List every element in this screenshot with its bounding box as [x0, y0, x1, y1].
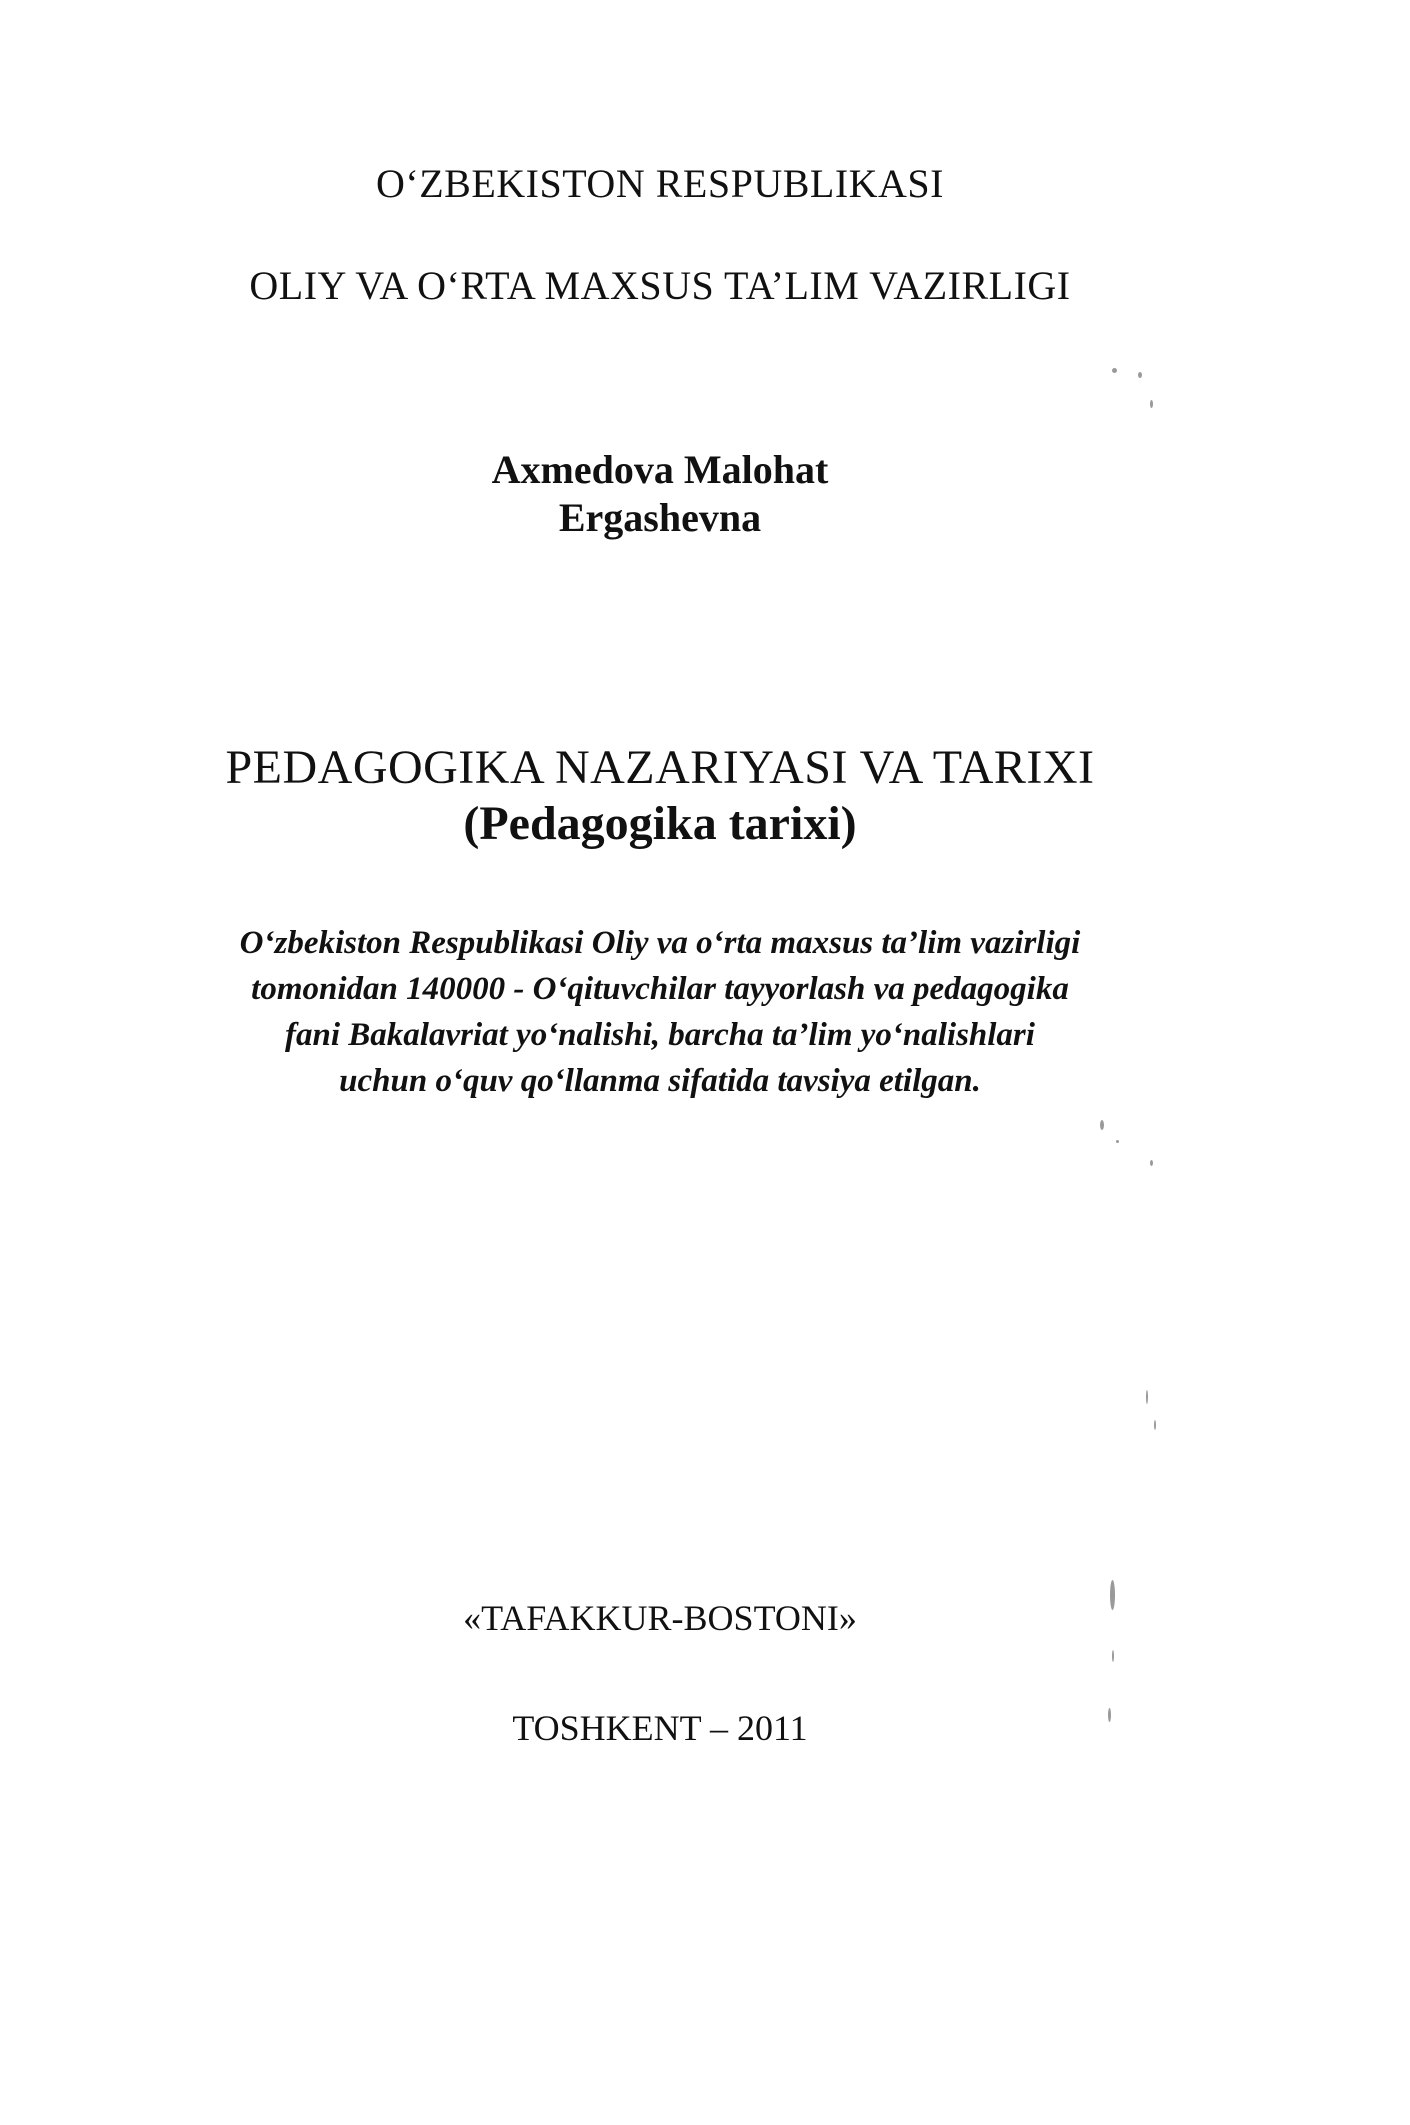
author-name: Axmedova Malohat	[491, 447, 829, 492]
approval-line-2: tomonidan 140000 - O‘qituvchilar tayyorlash va pedagogika	[251, 971, 1069, 1007]
city-year: TOSHKENT – 2011	[512, 1708, 808, 1748]
approval-line-3: fani Bakalavriat yo‘nalishi, barcha ta’lim yo‘nalishlari	[285, 1017, 1035, 1053]
approval-line-4: uchun o‘quv qo‘llanma sifatida tavsiya etilgan.	[339, 1063, 981, 1099]
approval-line-1: O‘zbekiston Respublikasi Oliy va o‘rta maxsus ta’lim vazirligi	[239, 925, 1081, 961]
book-subtitle: (Pedagogika tarixi)	[463, 797, 857, 850]
approval-statement	[0, 920, 1320, 1104]
book-title: PEDAGOGIKA NAZARIYASI VA TARIXI	[225, 741, 1095, 794]
ministry-name-line: OLIY VA O‘RTA MAXSUS TA’LIM VAZIRLIGI	[249, 263, 1071, 308]
publisher-name: «TAFAKKUR-BOSTONI»	[463, 1598, 857, 1638]
ministry-country-line: O‘ZBEKISTON RESPUBLIKASI	[376, 161, 944, 206]
author-patronymic: Ergashevna	[558, 495, 762, 540]
